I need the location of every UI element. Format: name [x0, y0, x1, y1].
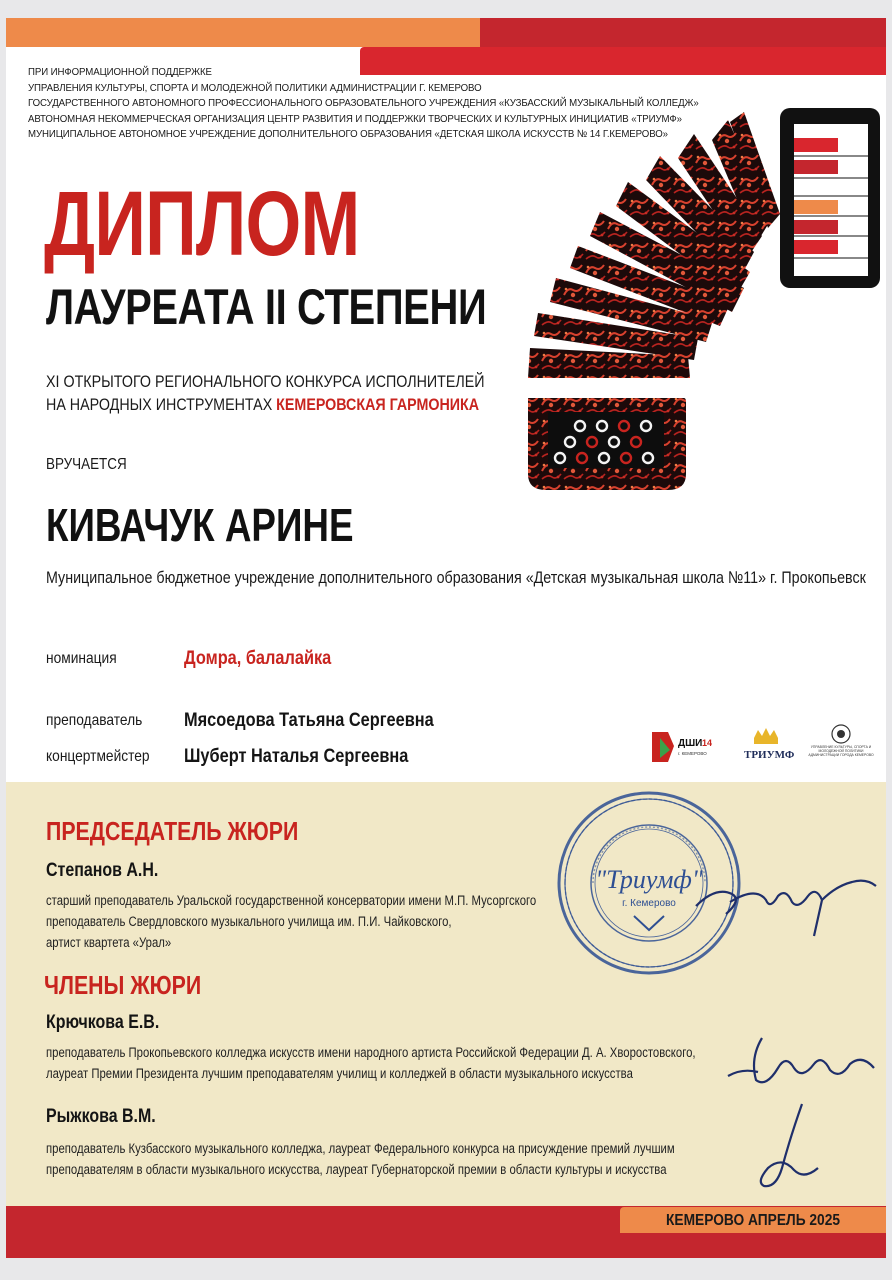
jury-desc-line: преподаватель Прокопьевского колледжа искусств имени народного артиста Российской Федерации Д. А. Хворостовского, [46, 1045, 696, 1060]
jury-chair-heading: ПРЕДСЕДАТЕЛЬ ЖЮРИ [46, 816, 299, 846]
jury-desc-line: старший преподаватель Уральской государственной консерватории имени М.П. Мусоргского [46, 893, 537, 908]
jury-member-name: Крючкова Е.В. [46, 1012, 160, 1033]
jury-desc-line: преподаватель Кузбасского музыкального колледжа, лауреат Федерального конкурса на присуждение премий лучшим [46, 1141, 675, 1156]
jury-members-heading: ЧЛЕНЫ ЖЮРИ [44, 970, 202, 1000]
diploma-page [6, 18, 886, 1258]
jury-desc-line: преподавателям в области музыкального искусства, лауреат Губернаторской премии в области культуры и искусства [46, 1162, 667, 1177]
partner-logos [646, 722, 876, 772]
member-2-signature [742, 1098, 842, 1198]
jury-desc-line: артист квартета «Урал» [46, 935, 172, 950]
dshi-logo-number: 14 [702, 738, 713, 748]
diploma-title: ДИПЛОМ [44, 173, 360, 275]
presented-label: ВРУЧАЕТСЯ [46, 456, 127, 473]
stamp-center-text: "Триумф" [595, 865, 703, 894]
accordion-bass-side [528, 398, 686, 490]
contest-line-2 [46, 393, 485, 416]
contest-line-1: XI ОТКРЫТОГО РЕГИОНАЛЬНОГО КОНКУРСА ИСПОЛНИТЕЛЕЙ [46, 372, 485, 391]
contest-name: КЕМЕРОВСКАЯ ГАРМОНИКА [276, 395, 480, 414]
triumph-logo-text: ТРИУМФ [744, 749, 795, 761]
uprav-logo [808, 725, 874, 761]
stamp-city-text: г. Кемерово [622, 898, 676, 909]
support-line: МУНИЦИПАЛЬНОЕ АВТОНОМНОЕ УЧРЕЖДЕНИЕ ДОПОЛНИТЕЛЬНОГО ОБРАЗОВАНИЯ «ДЕТСКАЯ ШКОЛА ИСКУССТВ № 14 Г.КЕМЕРОВО» [28, 128, 668, 141]
dshi-logo-text: ДШИ [678, 738, 703, 749]
contest-line-2-text: НА НАРОДНЫХ ИНСТРУМЕНТАХ [46, 395, 277, 414]
chair-signature [686, 866, 882, 946]
jury-chair-name: Степанов А.Н. [46, 860, 159, 881]
support-line: ПРИ ИНФОРМАЦИОННОЙ ПОДДЕРЖКЕ [28, 66, 212, 78]
footer-place-date: КЕМЕРОВО АПРЕЛЬ 2025 [666, 1212, 841, 1229]
jury-member-name: Рыжкова В.М. [46, 1106, 156, 1127]
jury-desc-line: лауреат Премии Президента лучшим преподавателям училищ и колледжей в области музыкального искусства [46, 1066, 633, 1081]
dshi-logo-city: г. КЕМЕРОВО [678, 751, 707, 756]
jury-desc-line: преподаватель Свердловского музыкального училища им. П.И. Чайковского, [46, 914, 452, 929]
accordion-bellows [528, 112, 780, 378]
recipient-institution: Муниципальное бюджетное учреждение дополнительного образования «Детская музыкальная школа №11» г. Прокопьевск [46, 568, 866, 587]
jury-chair-description [46, 890, 536, 953]
top-orange-bar [6, 18, 480, 47]
top-red-bar [480, 18, 886, 47]
accompanist-value: Шуберт Наталья Сергеевна [184, 746, 409, 767]
support-line: АВТОНОМНАЯ НЕКОММЕРЧЕСКАЯ ОРГАНИЗАЦИЯ ЦЕНТР РАЗВИТИЯ И ПОДДЕРЖКИ ТВОРЧЕСКИХ И КУЛЬТУРНЫХ ИНИЦИАТИВ «ТРИУМФ» [28, 112, 682, 125]
member-1-signature [722, 1028, 882, 1098]
jury-member-description [46, 1042, 696, 1084]
support-line: ГОСУДАРСТВЕННОГО АВТОНОМНОГО ПРОФЕССИОНАЛЬНОГО ОБРАЗОВАТЕЛЬНОГО УЧРЕЖДЕНИЯ «КУЗБАССКИЙ МУЗЫКАЛЬНЫЙ КОЛЛЕДЖ» [28, 97, 699, 110]
dshi-logo [652, 732, 712, 762]
accordion-illustration [518, 108, 882, 498]
support-line: УПРАВЛЕНИЯ КУЛЬТУРЫ, СПОРТА И МОЛОДЕЖНОЙ ПОЛИТИКИ АДМИНИСТРАЦИИ Г. КЕМЕРОВО [28, 81, 482, 94]
teacher-value: Мясоедова Татьяна Сергеевна [184, 710, 434, 731]
triumph-logo [744, 728, 795, 761]
nomination-value: Домра, балалайка [184, 648, 332, 669]
diploma-subtitle: ЛАУРЕАТА II СТЕПЕНИ [46, 279, 487, 335]
uprav-logo-text: УПРАВЛЕНИЕ КУЛЬТУРЫ, СПОРТА И МОЛОДЕЖНОЙ ПОЛИТИКИ АДМИНИСТРАЦИИ ГОРОДА КЕМЕРОВО [808, 745, 874, 757]
recipient-name: КИВАЧУК АРИНЕ [46, 499, 354, 551]
accordion-keyboard [780, 108, 880, 288]
accompanist-label: концертмейстер [46, 748, 150, 765]
nomination-label: номинация [46, 650, 117, 667]
contest-title [46, 370, 485, 416]
jury-member-description [46, 1138, 675, 1180]
teacher-label: преподаватель [46, 712, 143, 729]
